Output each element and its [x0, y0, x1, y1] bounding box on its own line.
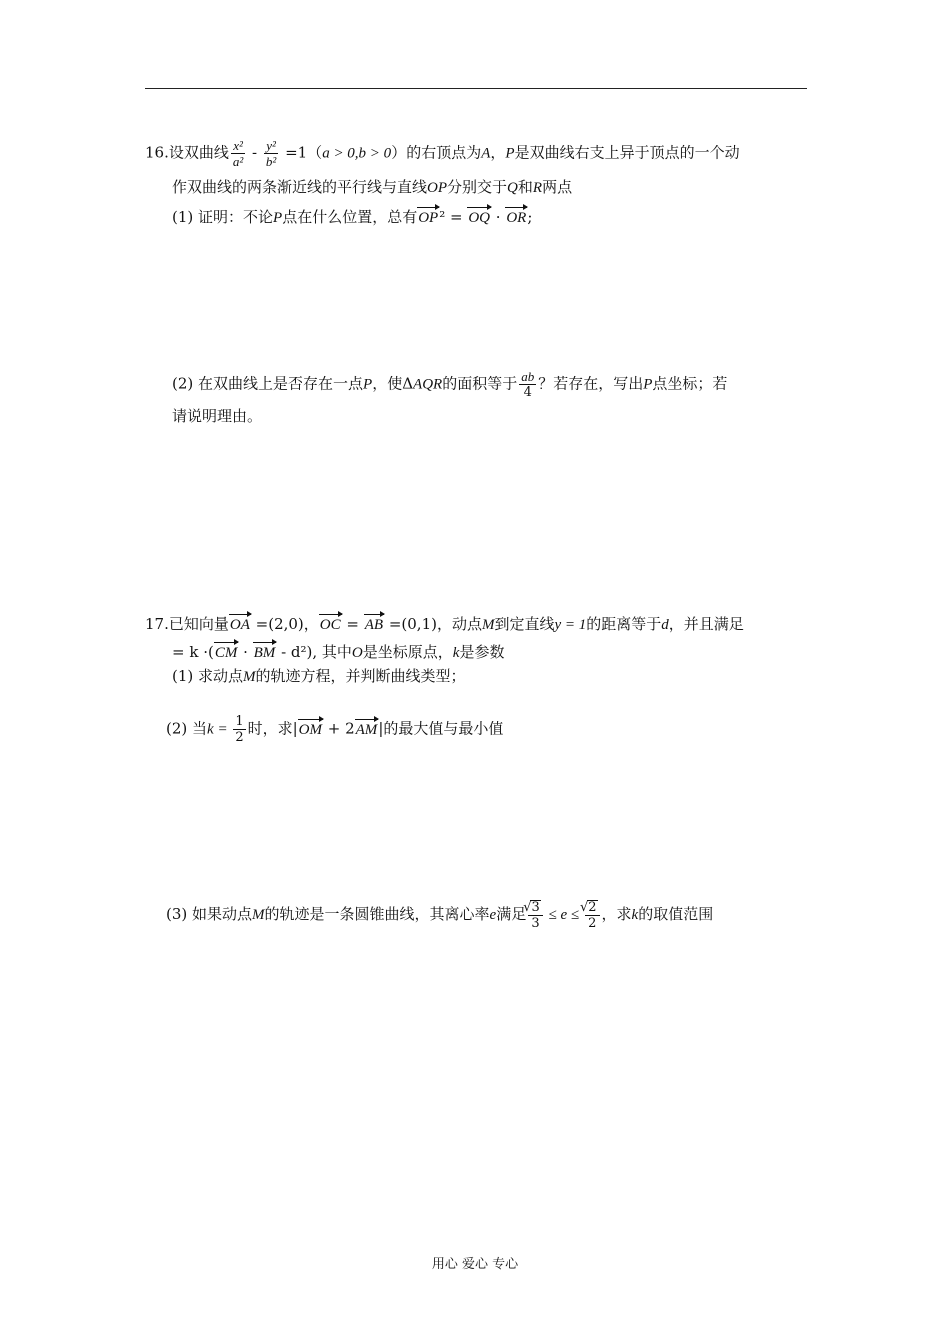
text-span: (3) 如果动点 [166, 905, 253, 923]
text-span: e [489, 907, 497, 923]
text-span: √ 2 [587, 900, 598, 914]
text-span: 4 [523, 385, 532, 400]
text-span: 的面积等于 [442, 374, 518, 393]
text-span: (1) 证明：不论 [172, 208, 274, 226]
text-span: b² [265, 154, 277, 169]
q17-part-3 [166, 900, 713, 930]
text-span: 两点 [542, 178, 573, 196]
text-span: 点在什么位置，总有 [282, 208, 418, 226]
text-span: =1（ [280, 143, 323, 162]
text-span: P [363, 376, 373, 393]
text-span: 时，求| [247, 719, 298, 738]
text-span: k = [207, 721, 232, 738]
text-span: 的距离等于 [586, 615, 662, 633]
text-span: · [491, 208, 506, 226]
text-span: R [532, 180, 543, 196]
text-span: ，求 [601, 905, 632, 923]
text-span: ; [527, 208, 533, 226]
text-span: a² [232, 154, 244, 169]
text-span: A [481, 145, 491, 162]
q16-part-2-line-2: 请说明理由。 [172, 407, 263, 425]
text-span: y = 1 [554, 617, 587, 633]
vector-CM: CM [214, 642, 239, 664]
fraction-sqrt2-2 [585, 900, 600, 930]
vector-OC: OC [319, 614, 342, 636]
text-span: 点坐标；若 [652, 374, 728, 393]
text-span: P [273, 210, 283, 226]
vector-BM: BM [253, 642, 277, 664]
text-span: ，使Δ [372, 374, 414, 393]
q16-line-1 [145, 139, 740, 168]
text-span: 1 [235, 714, 244, 729]
text-span: =(0,1)，动点 [384, 615, 482, 633]
fraction-y2-b2 [264, 139, 278, 168]
text-span: 分别交于 [447, 178, 508, 196]
text-span: 17. [145, 615, 169, 633]
vector-OA: OA [229, 614, 251, 636]
header-rule [145, 88, 807, 89]
text-span: 是参数 [459, 643, 505, 661]
q16-part-1 [172, 206, 532, 229]
vector-OQ: OQ [467, 207, 491, 229]
text-span: 是双曲线右支上异于顶点的一个动 [514, 143, 740, 162]
q17-part-2 [166, 715, 503, 744]
fraction-ab-4 [519, 370, 536, 399]
text-span: √ 3 [530, 900, 541, 914]
text-span: = k ·( [172, 643, 214, 661]
text-span: P [505, 145, 515, 162]
text-span: k [452, 645, 460, 661]
text-span: |的最大值与最小值 [378, 719, 504, 738]
q16-line-2 [172, 176, 572, 199]
vector-OR: OR [505, 207, 527, 229]
text-span: ，并且满足 [668, 615, 744, 633]
text-span: (2) 在双曲线上是否存在一点 [172, 374, 364, 393]
vector-AB: AB [364, 614, 384, 636]
text-span: P [643, 376, 653, 393]
text-span: 16. [145, 143, 169, 162]
text-span: 和 [517, 178, 533, 196]
text-span: ≤ e ≤ [544, 907, 583, 923]
text-span: ）的右顶点为 [391, 143, 482, 162]
text-span: y² [264, 139, 278, 154]
text-span: OP [427, 180, 448, 196]
text-span: AQR [413, 376, 443, 393]
text-span: =(2,0)， [250, 615, 319, 633]
text-span: 设双曲线 [168, 143, 229, 162]
page-footer: 用心 爱心 专心 [431, 1257, 519, 1272]
text-span: ² [439, 208, 446, 226]
text-span: ab [521, 369, 535, 384]
text-span: 是坐标原点， [362, 643, 453, 661]
text-span: d [661, 617, 669, 633]
text-span: k [631, 907, 639, 923]
text-span: 到定直线 [494, 615, 555, 633]
text-span: a > 0,b > 0 [322, 145, 392, 162]
text-span: 3 [531, 916, 540, 931]
q17-line-1 [145, 613, 744, 636]
text-span: = [445, 208, 468, 226]
fraction-1-2 [233, 715, 245, 744]
vector-AM: AM [355, 719, 379, 741]
text-span: 的取值范围 [638, 905, 714, 923]
text-span: = [341, 615, 364, 633]
q17-line-2 [172, 641, 504, 664]
text-span: - [247, 143, 262, 162]
text-span: (1) 求动点 [172, 667, 244, 685]
vector-OP: OP [417, 207, 439, 229]
text-span: M [481, 617, 495, 633]
fraction-x2-a2 [231, 139, 245, 168]
text-span: 的轨迹方程，并判断曲线类型； [255, 667, 466, 685]
text-span: O [351, 645, 363, 661]
text-span: · [238, 643, 253, 661]
text-span: ？若存在，写出 [538, 374, 644, 393]
fraction-sqrt3-3 [528, 900, 543, 930]
text-span: M [243, 669, 256, 685]
text-span: ， [490, 143, 506, 162]
text-span: + 2 [322, 719, 355, 738]
text-span: 已知向量 [168, 615, 229, 633]
text-span: (2) 当 [166, 719, 208, 738]
text-span: 2 [588, 916, 597, 931]
text-span: x² [231, 139, 245, 154]
text-span: 满足 [496, 905, 527, 923]
text-span: - d²), 其中 [276, 643, 352, 661]
text-span: M [252, 907, 265, 923]
vector-OM: OM [298, 719, 323, 741]
text-span: 作双曲线的两条渐近线的平行线与直线 [172, 178, 428, 196]
text-span: 2 [235, 730, 244, 745]
text-span: Q [507, 180, 518, 196]
text-span: 的轨迹是一条圆锥曲线，其离心率 [264, 905, 490, 923]
q17-part-1 [172, 665, 466, 688]
q16-part-2 [172, 370, 727, 399]
